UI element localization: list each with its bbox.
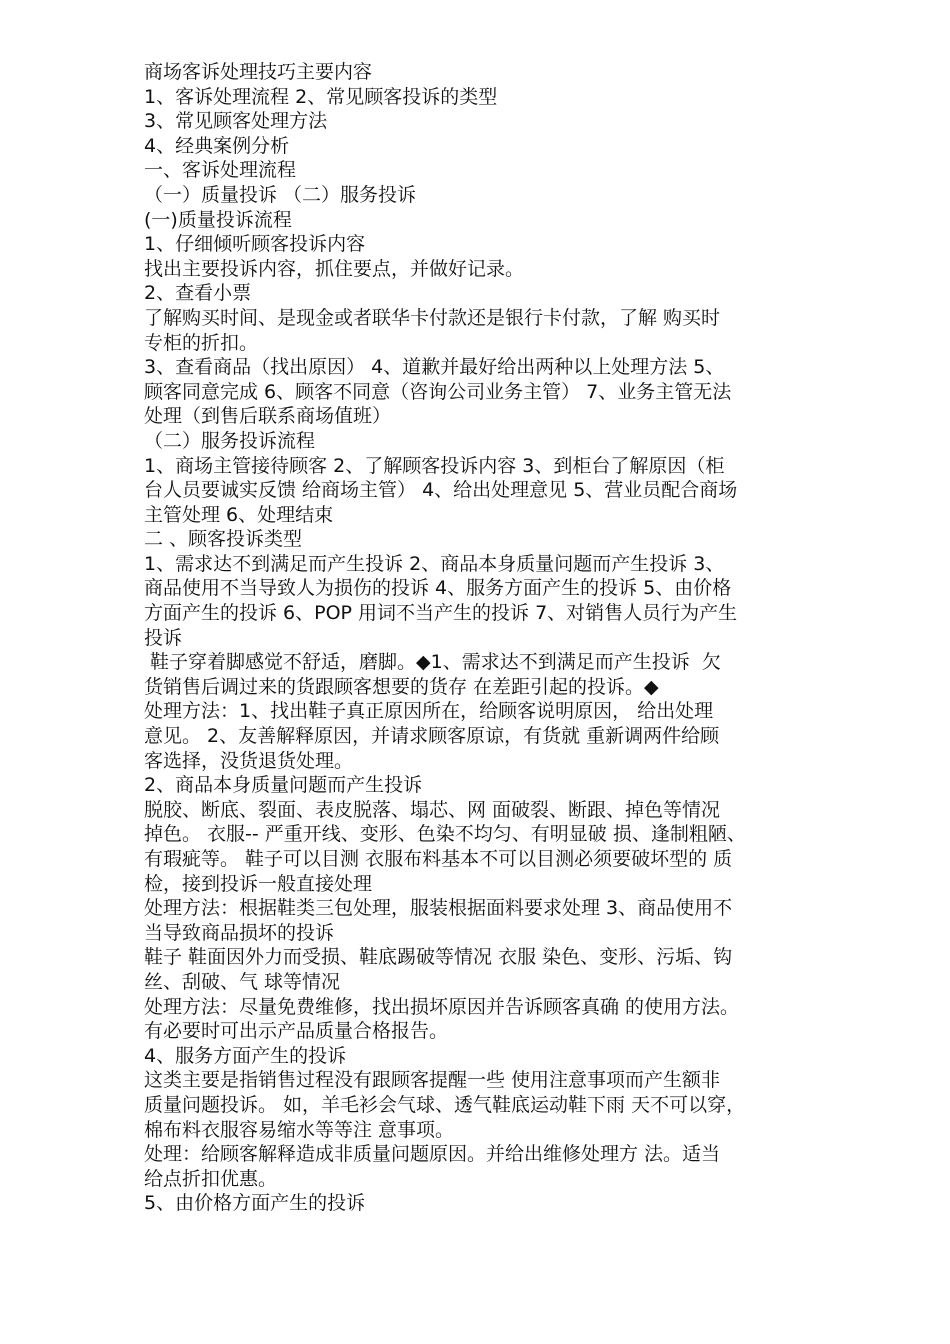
text-line: 意见。 2、友善解释原因，并请求顾客原谅，有货就 重新调两件给顾: [144, 725, 720, 748]
text-line: 脱胶、断底、裂面、表皮脱落、塌芯、网 面破裂、断跟、掉色等情况: [144, 798, 721, 821]
text-line: 处理方法：尽量免费维修，找出损坏原因并告诉顾客真确 的使用方法。: [144, 995, 740, 1018]
text-line: 丝、刮破、气 球等情况: [144, 970, 341, 993]
text-line: 掉色。 衣服-- 严重开线、变形、色染不均匀、有明显破 损、逢制粗陋、: [144, 823, 746, 846]
text-line: 1、商场主管接待顾客 2、了解顾客投诉内容 3、到柜台了解原因（柜: [144, 454, 725, 477]
text-line: 鞋子穿着脚感觉不舒适，磨脚。◆1、需求达不到满足而产生投诉 欠: [144, 651, 721, 674]
text-line: 1、客诉处理流程 2、常见顾客投诉的类型: [144, 85, 498, 108]
text-line: (一)质量投诉流程: [144, 208, 292, 231]
text-line: 找出主要投诉内容，抓住要点，并做好记录。: [144, 257, 525, 280]
text-line: 4、经典案例分析: [144, 134, 290, 157]
text-line: 一、客诉处理流程: [144, 159, 297, 182]
text-line: 投诉: [144, 626, 183, 649]
text-line: 商品使用不当导致人为损伤的投诉 4、服务方面产生的投诉 5、由价格: [144, 577, 732, 600]
text-line: 台人员要诚实反馈 给商场主管） 4、给出处理意见 5、营业员配合商场: [144, 479, 738, 502]
text-line: 客选择，没货退货处理。: [144, 749, 354, 772]
text-line: 方面产生的投诉 6、POP 用词不当产生的投诉 7、对销售人员行为产生: [144, 602, 738, 625]
text-line: 二 、顾客投诉类型: [144, 528, 303, 551]
text-line: 顾客同意完成 6、顾客不同意（咨询公司业务主管） 7、业务主管无法: [144, 380, 732, 403]
text-line: 主管处理 6、处理结束: [144, 503, 334, 526]
document-page: [144, 60, 814, 1216]
text-line: 货销售后调过来的货跟顾客想要的货存 在差距引起的投诉。◆: [144, 675, 659, 698]
text-line: 3、查看商品（找出原因） 4、道歉并最好给出两种以上处理方法 5、: [144, 356, 725, 379]
text-line: 2、商品本身质量问题而产生投诉: [144, 774, 423, 797]
text-line: 了解购买时间、是现金或者联华卡付款还是银行卡付款，了解 购买时: [144, 306, 721, 329]
text-line: 2、查看小票: [144, 282, 252, 305]
text-line: （一）质量投诉 （二）服务投诉: [144, 183, 417, 206]
text-line: 专柜的折扣。: [144, 331, 259, 354]
text-line: 4、服务方面产生的投诉: [144, 1044, 347, 1067]
text-line: 检，接到投诉一般直接处理: [144, 872, 373, 895]
text-line: 1、需求达不到满足而产生投诉 2、商品本身质量问题而产生投诉 3、: [144, 552, 725, 575]
text-line: 3、常见顾客处理方法: [144, 110, 328, 133]
text-line: 当导致商品损坏的投诉: [144, 921, 335, 944]
text-line: 处理：给顾客解释造成非质量问题原因。并给出维修处理方 法。适当: [144, 1143, 721, 1166]
text-line: 处理方法：1、找出鞋子真正原因所在，给顾客说明原因， 给出处理: [144, 700, 714, 723]
text-line: 有瑕疵等。 鞋子可以目测 衣服布料基本不可以目测必须要破坏型的 质: [144, 848, 733, 870]
text-line: 棉布料衣服容易缩水等等注 意事项。: [144, 1118, 455, 1141]
text-line: 质量问题投诉。 如，羊毛衫会气球、透气鞋底运动鞋下雨 天不可以穿，: [144, 1093, 746, 1116]
text-line: 处理方法：根据鞋类三包处理，服装根据面料要求处理 3、商品使用不: [144, 897, 733, 920]
text-line: 这类主要是指销售过程没有跟顾客提醒一些 使用注意事项而产生额非: [144, 1069, 721, 1092]
text-line: （二）服务投诉流程: [144, 429, 316, 452]
text-line: 1、仔细倾听顾客投诉内容: [144, 233, 366, 256]
text-line: 鞋子 鞋面因外力而受损、鞋底踢破等情况 衣服 染色、变形、污垢、钩: [144, 946, 733, 969]
text-line: 处理（到售后联系商场值班）: [144, 405, 392, 428]
text-line: 有必要时可出示产品质量合格报告。: [144, 1020, 449, 1043]
text-line: 商场客诉处理技巧主要内容: [144, 61, 373, 83]
text-line: 5、由价格方面产生的投诉: [144, 1192, 366, 1215]
text-line: 给点折扣优惠。: [144, 1167, 278, 1190]
